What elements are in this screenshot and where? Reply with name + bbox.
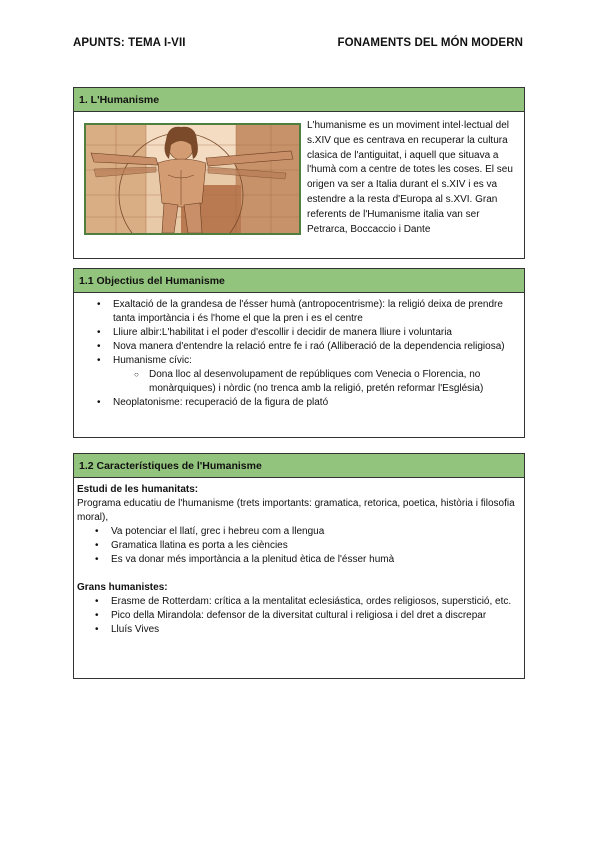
list-item: • Lliure albir:L'habilitat i el poder d'escollir i decidir de manera lliure i voluntaria [79,326,520,340]
sub-list [113,368,520,396]
vitruvian-man-illustration [86,125,299,233]
list-item [79,354,520,396]
section-objectius [73,268,525,438]
studies-text: Programa educatiu de l'humanisme (trets importants: gramatica, retorica, poetica, història i filosofia moral), [77,498,515,523]
section-humanisme [73,87,525,259]
list-item: • Gramatica llatina es porta a les ciències [77,539,520,553]
vitruvian-man-image [84,123,301,235]
list-item-label: Humanisme cívic: [113,355,192,366]
header-left: APUNTS: TEMA I-VII [73,37,186,49]
sub-list-item: ○ Dona lloc al desenvolupament de repúbliques com Venecia o Florencia, no monàrquiques) i nòrdic (no trenca amb la religió, pretén reformar l'Església) [79,368,520,396]
section-title: 1. L'Humanisme [74,88,524,112]
humanists-list [77,595,520,637]
list-item: • Neoplatonisme: recuperació de la figura de plató [79,396,520,410]
objectius-list [79,298,520,410]
list-item: • Nova manera d'entendre la relació entre fe i raó (Alliberació de la dependencia religiosa) [79,340,520,354]
studies-heading: Estudi de les humanitats: [77,484,199,495]
list-item: • Va potenciar el llatí, grec i hebreu com a llengua [77,525,520,539]
humanists-heading: Grans humanistes: [77,582,168,593]
section-caracteristiques [73,453,525,679]
list-item: • Pico della Mirandola: defensor de la diversitat cultural i religiosa i del dret a discrepar [77,609,520,623]
section-title: 1.1 Objectius del Humanisme [74,269,524,293]
list-item: • Erasme de Rotterdam: crítica a la mentalitat eclesiástica, ordes religiosos, superstició, etc. [77,595,520,609]
header-right: FONAMENTS DEL MÓN MODERN [337,37,523,49]
intro-text: L'humanisme es un moviment intel·lectual del s.XIV que es centrava en recuperar la cultura clasica de l'antiguitat, i aquell que situava a l'humà com a centre de totes les coses. El seu origen va ser a Italia durant el s.XIV i es va estendre a la resta d'Europa al s.XVI. Gran referents de l'Humanisme italia van ser Petrarca, Boccaccio i Dante [307,120,513,235]
list-item: • Lluís Vives [77,623,520,637]
list-item: • Es va donar més importància a la plenitud ètica de l'ésser humà [77,553,520,567]
section-title: 1.2 Característiques de l'Humanisme [74,454,524,478]
list-item: • Exaltació de la grandesa de l'ésser humà (antropocentrisme): la religió deixa de prendre tanta importància i és l'home el que la pren i es el centre [79,298,520,326]
studies-list [77,525,520,567]
